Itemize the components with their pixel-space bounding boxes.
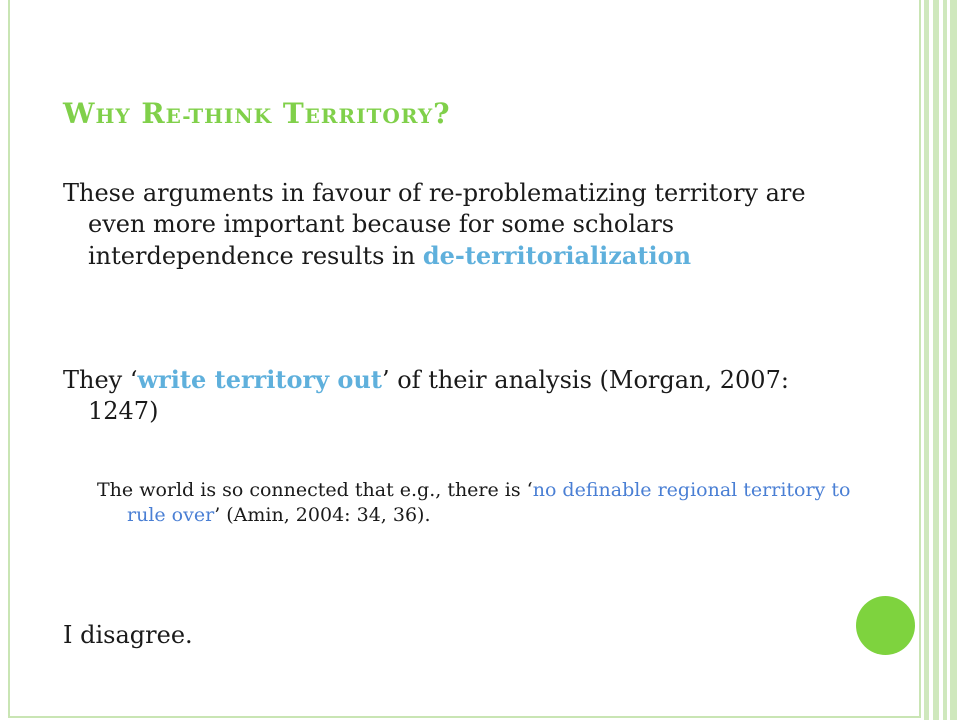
paragraph-arguments: These arguments in favour of re-problematizing territory are even more important because for some scholars interdependence results in de-territorialization — [63, 179, 806, 270]
paragraph-disagree: I disagree. — [63, 621, 193, 649]
accent-circle — [856, 596, 915, 655]
decorative-stripe — [943, 0, 947, 720]
decorative-stripe — [924, 0, 929, 720]
decorative-stripe — [950, 0, 957, 720]
highlight-deterritorialization: de-territorialization — [422, 241, 692, 270]
highlight-quote: no definable regional territory to rule over — [127, 479, 851, 526]
paragraph-write-out: They ‘write territory out’ of their analysis (Morgan, 2007: 1247) — [63, 365, 789, 425]
highlight-write-territory-out: write territory out — [137, 365, 382, 394]
paragraph-world-connected: The world is so connected that e.g., there is ‘no definable regional territory to rule over’ (Amin, 2004: 34, 36). — [97, 479, 851, 526]
decorative-stripe — [933, 0, 939, 720]
slide-title: WHY RE-THINK TERRITORY? — [63, 97, 451, 130]
